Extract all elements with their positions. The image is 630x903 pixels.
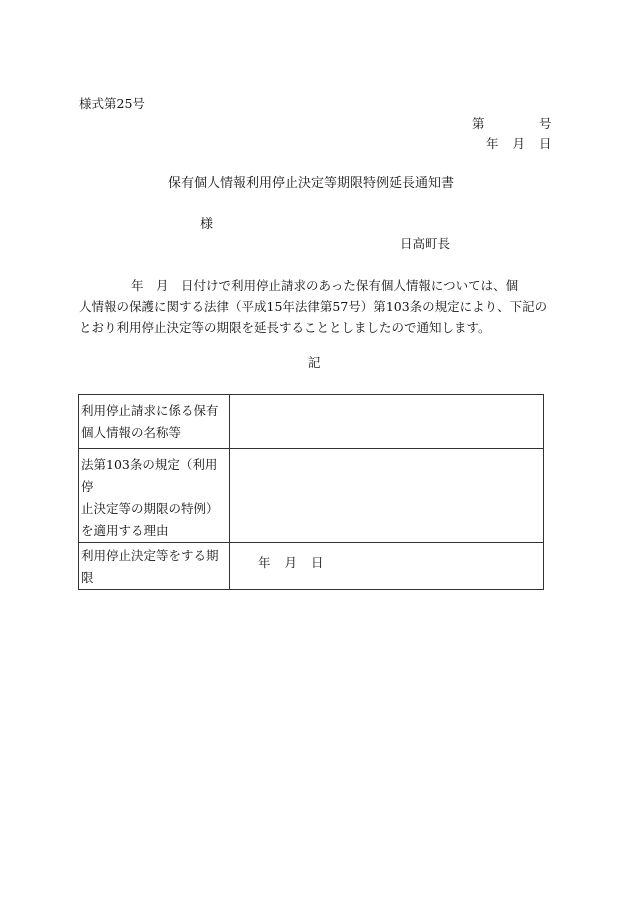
row-value-deadline[interactable] (230, 543, 544, 590)
body-line-2: 人情報の保護に関する法律（平成15年法律第57号）第103条の規定により、下記の (79, 299, 548, 314)
deadline-day-label: 日 (311, 555, 324, 570)
ki-heading: 記 (308, 355, 321, 370)
row-value-reason[interactable] (230, 449, 544, 543)
label-line: 個人情報の名称等 (81, 425, 182, 440)
label-line: 限 (81, 570, 94, 585)
label-line: 法第103条の規定（利用停 (81, 457, 218, 494)
date-year-label: 年 (486, 136, 499, 151)
form-number: 様式第25号 (79, 96, 145, 111)
deadline-date (258, 557, 324, 570)
date-month-label: 月 (512, 136, 526, 151)
deadline-month-label: 月 (284, 555, 298, 570)
label-line: 利用停止決定等をする期 (81, 548, 219, 563)
row-label-deadline (79, 543, 230, 590)
body-line-1: 年 月 日付けで利用停止請求のあった保有個人情報については、個 (131, 278, 519, 293)
row-label-reason (79, 449, 230, 543)
issuer-name: 日高町長 (400, 236, 451, 251)
label-line: 利用停止請求に係る保有 (81, 403, 219, 418)
label-line: を適用する理由 (81, 523, 169, 538)
notice-body (79, 275, 553, 338)
detail-table (78, 394, 544, 590)
doc-number-prefix: 第 (472, 116, 485, 131)
label-line: 止決定等の期限の特例） (81, 501, 219, 516)
deadline-year-label: 年 (258, 555, 271, 570)
table-row (79, 543, 544, 590)
addressee-suffix: 様 (200, 217, 214, 232)
document-title: 保有個人情報利用停止決定等期限特例延長通知書 (168, 176, 455, 191)
table-row (79, 449, 544, 543)
date-day-label: 日 (539, 136, 552, 151)
issue-date (486, 138, 552, 151)
doc-number-suffix: 号 (539, 116, 552, 131)
body-line-3: とおり利用停止決定等の期限を延長することとしましたので通知します。 (79, 320, 491, 335)
table-row (79, 395, 544, 449)
row-value-info-name[interactable] (230, 395, 544, 449)
row-label-info-name (79, 395, 230, 449)
